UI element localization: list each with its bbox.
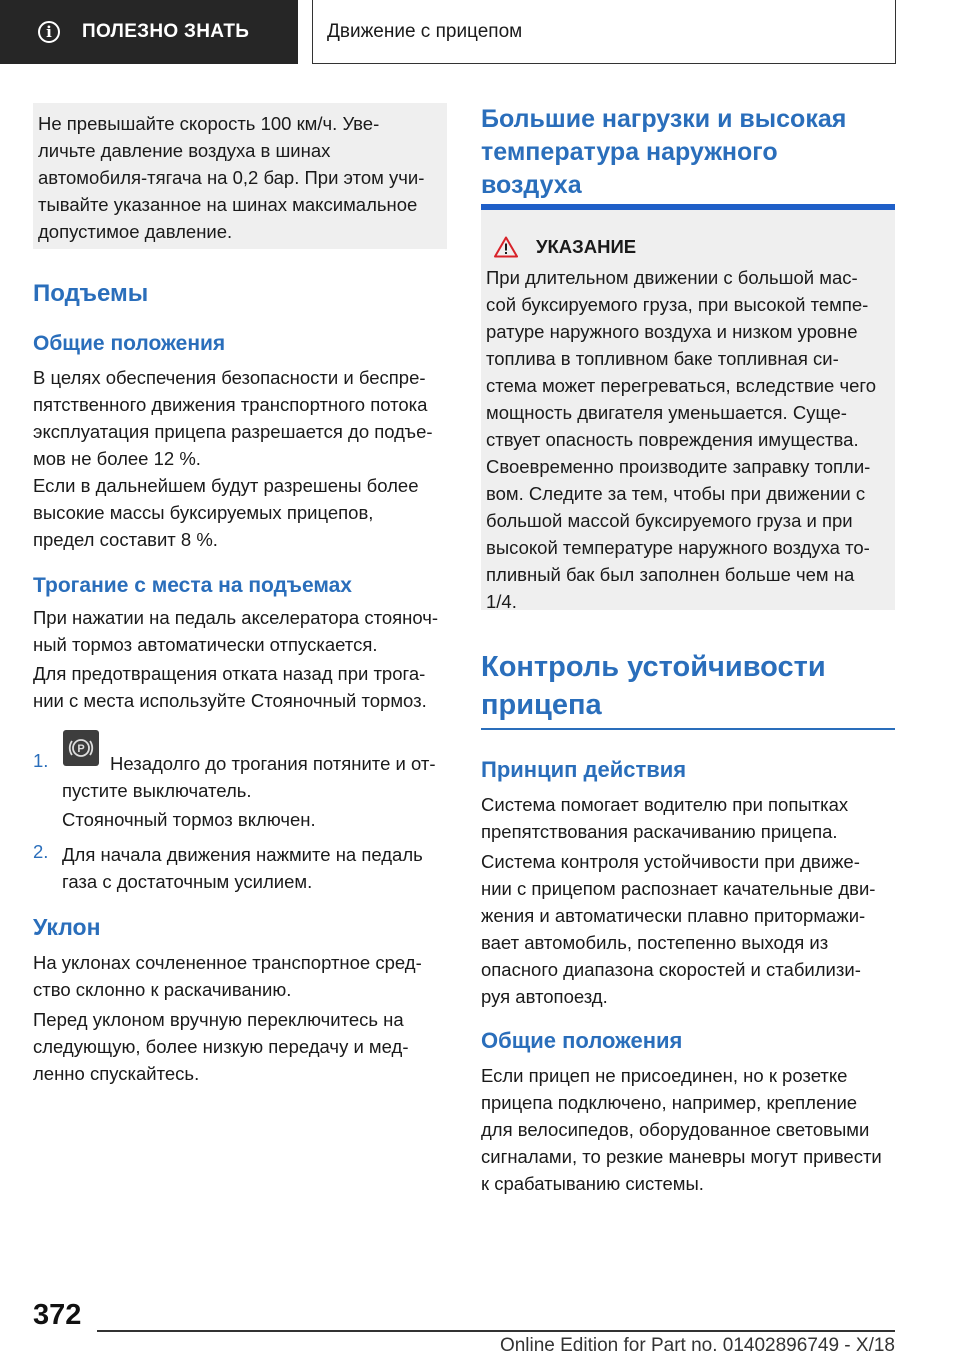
text-line: ленно спускайтесь. <box>33 1063 200 1084</box>
step-2-text: Для начала движения нажмите на педаль <box>62 844 423 865</box>
text-line: При длительном движении с большой мас- <box>486 267 858 288</box>
speed-note-box <box>33 103 447 249</box>
warning-text <box>486 264 887 615</box>
step-1-number: 1. <box>33 750 49 771</box>
text-line: мощность двигателя уменьшается. Суще- <box>486 402 847 423</box>
step-1-result: Стояночный тормоз включен. <box>62 809 316 830</box>
text-line: 1/4. <box>486 591 517 612</box>
text-line: При нажатии на педаль акселератора стояноч- <box>33 607 439 628</box>
section-tab <box>0 0 298 64</box>
note-line: тывайте указанное на шинах максимальное <box>38 194 418 215</box>
text-line: Система помогает водителю при попытках <box>481 794 849 815</box>
warning-title: УКАЗАНИЕ <box>536 236 637 257</box>
text-line: пливный бак был заполнен больше чем на <box>486 564 855 585</box>
note-line: Не превышайте скорость 100 км/ч. Уве- <box>38 113 380 134</box>
text-line: топлива в топливном баке топливная си- <box>486 348 839 369</box>
general-paragraph-1 <box>33 364 453 472</box>
note-line: автомобиля-тягача на 0,2 бар. При этом учи- <box>38 167 425 188</box>
footer-rule <box>97 1330 895 1332</box>
text-line: большой массой буксируемого груза и при <box>486 510 853 531</box>
text-line: Если прицеп не присоединен, но к розетке <box>481 1065 848 1086</box>
section-divider <box>481 728 895 730</box>
heading-descent: Уклон <box>33 914 101 940</box>
text-line: высокой температуре наружного воздуха то- <box>486 537 870 558</box>
hill-start-paragraph-1 <box>33 604 453 658</box>
descent-paragraph-1 <box>33 949 453 1003</box>
text-line: жения и автоматически плавно притормажи- <box>481 905 866 926</box>
general-right-paragraph <box>481 1062 901 1197</box>
text-line: предел составит 8 %. <box>33 529 218 550</box>
principle-paragraph-2 <box>481 848 901 1010</box>
text-line: к срабатыванию системы. <box>481 1173 704 1194</box>
step-2-number: 2. <box>33 841 49 862</box>
note-line: личьте давление воздуха в шинах <box>38 140 331 161</box>
descent-paragraph-2 <box>33 1006 453 1087</box>
text-line: эксплуатация прицепа разрешается до подъе- <box>33 421 433 442</box>
text-line: нии с прицепом распознает качательные дви- <box>481 878 876 899</box>
warning-triangle-icon <box>494 236 518 258</box>
text-line: ство склонно к раскачиванию. <box>33 979 292 1000</box>
text-line: следующую, более низкую передачу и мед- <box>33 1036 409 1057</box>
section-tab-label: ПОЛЕЗНО ЗНАТЬ <box>82 21 250 42</box>
step-2-text: газа с достаточным усилием. <box>62 871 313 892</box>
text-line: На уклонах сочлененное транспортное сред- <box>33 952 422 973</box>
chapter-tab-label: Движение с прицепом <box>327 20 523 42</box>
heading-line: Большие нагрузки и высокая <box>481 105 847 133</box>
text-line: вом. Следите за тем, чтобы при движении с <box>486 483 866 504</box>
page-header <box>0 0 896 64</box>
heading-general-left: Общие положения <box>33 332 226 355</box>
text-line: Если в дальнейшем будут разрешены более <box>33 475 419 496</box>
text-line: ный тормоз автоматически отпускается. <box>33 634 378 655</box>
svg-text:P: P <box>77 743 85 755</box>
heading-heavy-loads <box>481 103 895 202</box>
text-line: препятствования раскачиванию прицепа. <box>481 821 838 842</box>
info-icon: i <box>38 21 60 43</box>
text-line: ратуре наружного воздуха и низком уровне <box>486 321 858 342</box>
parking-brake-icon <box>63 730 99 766</box>
heading-line: температура наружного <box>481 138 778 166</box>
text-line: прицепа подключено, например, крепление <box>481 1092 858 1113</box>
text-line: стема может перегреваться, вследствие чего <box>486 375 876 396</box>
text-line: мов не более 12 %. <box>33 448 201 469</box>
step-1-text: пустите выключатель. <box>62 780 252 801</box>
heading-slopes: Подъемы <box>33 280 149 307</box>
text-line: высокие массы буксируемых прицепов, <box>33 502 374 523</box>
warning-header <box>494 232 887 262</box>
heading-line: прицепа <box>481 689 602 721</box>
text-line: пятственного движения транспортного потока <box>33 394 428 415</box>
note-line: допустимое давление. <box>38 221 233 242</box>
hill-start-paragraph-2 <box>33 660 453 714</box>
heading-line: воздуха <box>481 171 582 199</box>
text-line: руя автопоезд. <box>481 986 608 1007</box>
text-line: вает автомобиль, постепенно выходя из <box>481 932 829 953</box>
general-paragraph-2 <box>33 472 453 553</box>
footer-edition: Online Edition for Part no. 01402896749 - X/18 <box>499 1335 895 1356</box>
heading-trailer-stability <box>481 648 895 724</box>
heading-general-right: Общие положения <box>481 1028 683 1053</box>
chapter-tab <box>312 0 896 64</box>
text-line: Своевременно производите заправку топли- <box>486 456 871 477</box>
text-line: сой буксируемого груза, при высокой темпе- <box>486 294 869 315</box>
text-line: опасного диапазона скоростей и стабилизи- <box>481 959 861 980</box>
warning-box <box>481 204 895 610</box>
heading-principle: Принцип действия <box>481 757 687 782</box>
text-line: ствует опасность повреждения имущества. <box>486 429 859 450</box>
text-line: В целях обеспечения безопасности и беспре- <box>33 367 426 388</box>
heading-hill-start: Трогание с места на подъемах <box>33 574 352 597</box>
text-line: нии с места используйте Стояночный тормоз. <box>33 690 427 711</box>
heading-line: Контроль устойчивости <box>481 651 826 683</box>
text-line: Перед уклоном вручную переключитесь на <box>33 1009 404 1030</box>
text-line: для велосипедов, оборудованное световыми <box>481 1119 870 1140</box>
text-line: сигналами, то резкие маневры могут привести <box>481 1146 882 1167</box>
principle-paragraph-1 <box>481 791 901 845</box>
text-line: Для предотвращения отката назад при трога- <box>33 663 426 684</box>
text-line: Система контроля устойчивости при движе- <box>481 851 860 872</box>
step-1-text: Незадолго до трогания потяните и от- <box>110 753 436 774</box>
page-number: 372 <box>33 1299 82 1331</box>
